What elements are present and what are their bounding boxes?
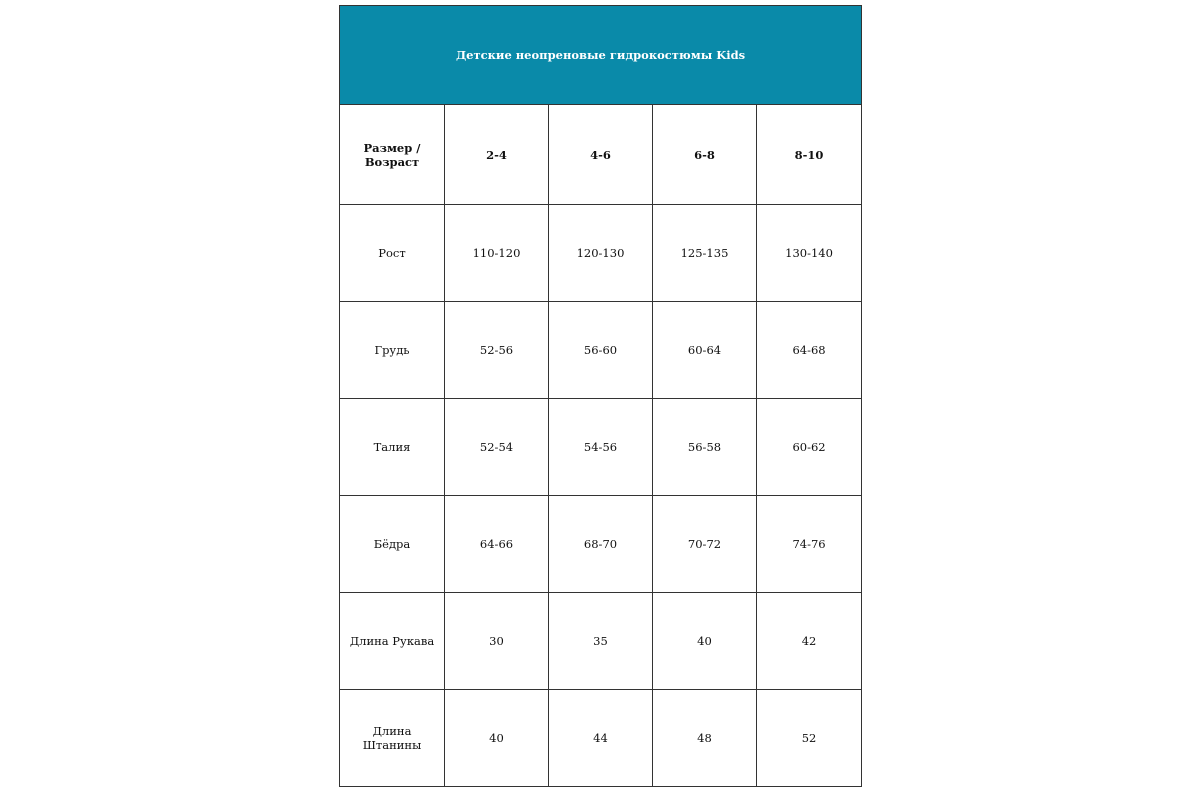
row-label: Талия: [340, 399, 445, 496]
table-cell: 110-120: [445, 205, 549, 302]
table-cell: 44: [549, 690, 653, 787]
table-row-hips: [340, 496, 862, 593]
table-cell: 56-60: [549, 302, 653, 399]
table-cell: 70-72: [653, 496, 757, 593]
table-row-leg-length: [340, 690, 862, 787]
table-cell: 52-56: [445, 302, 549, 399]
row-label: Бёдра: [340, 496, 445, 593]
table-row-height: [340, 205, 862, 302]
size-header-8-10: 8-10: [757, 105, 862, 205]
table-cell: 120-130: [549, 205, 653, 302]
table-cell: 35: [549, 593, 653, 690]
table-cell: 40: [653, 593, 757, 690]
table-cell: 56-58: [653, 399, 757, 496]
table-cell: 52: [757, 690, 862, 787]
row-label: Рост: [340, 205, 445, 302]
size-age-header: Размер / Возраст: [340, 105, 445, 205]
row-label: Длина Штанины: [340, 690, 445, 787]
table-cell: 54-56: [549, 399, 653, 496]
title-row: [340, 6, 862, 105]
size-header-6-8: 6-8: [653, 105, 757, 205]
size-header-2-4: 2-4: [445, 105, 549, 205]
table-cell: 60-64: [653, 302, 757, 399]
size-chart-table: [339, 5, 862, 787]
table-cell: 48: [653, 690, 757, 787]
table-cell: 42: [757, 593, 862, 690]
table-row-chest: [340, 302, 862, 399]
table-cell: 40: [445, 690, 549, 787]
table-cell: 64-66: [445, 496, 549, 593]
table-cell: 60-62: [757, 399, 862, 496]
row-label: Длина Рукава: [340, 593, 445, 690]
table-row-waist: [340, 399, 862, 496]
table-cell: 68-70: [549, 496, 653, 593]
table-cell: 30: [445, 593, 549, 690]
header-row: [340, 105, 862, 205]
row-label: Грудь: [340, 302, 445, 399]
table-cell: 52-54: [445, 399, 549, 496]
table-cell: 74-76: [757, 496, 862, 593]
table-cell: 125-135: [653, 205, 757, 302]
table-cell: 64-68: [757, 302, 862, 399]
table-title: Детские неопреновые гидрокостюмы Kids: [340, 6, 862, 105]
table-row-sleeve-length: [340, 593, 862, 690]
size-header-4-6: 4-6: [549, 105, 653, 205]
table-cell: 130-140: [757, 205, 862, 302]
